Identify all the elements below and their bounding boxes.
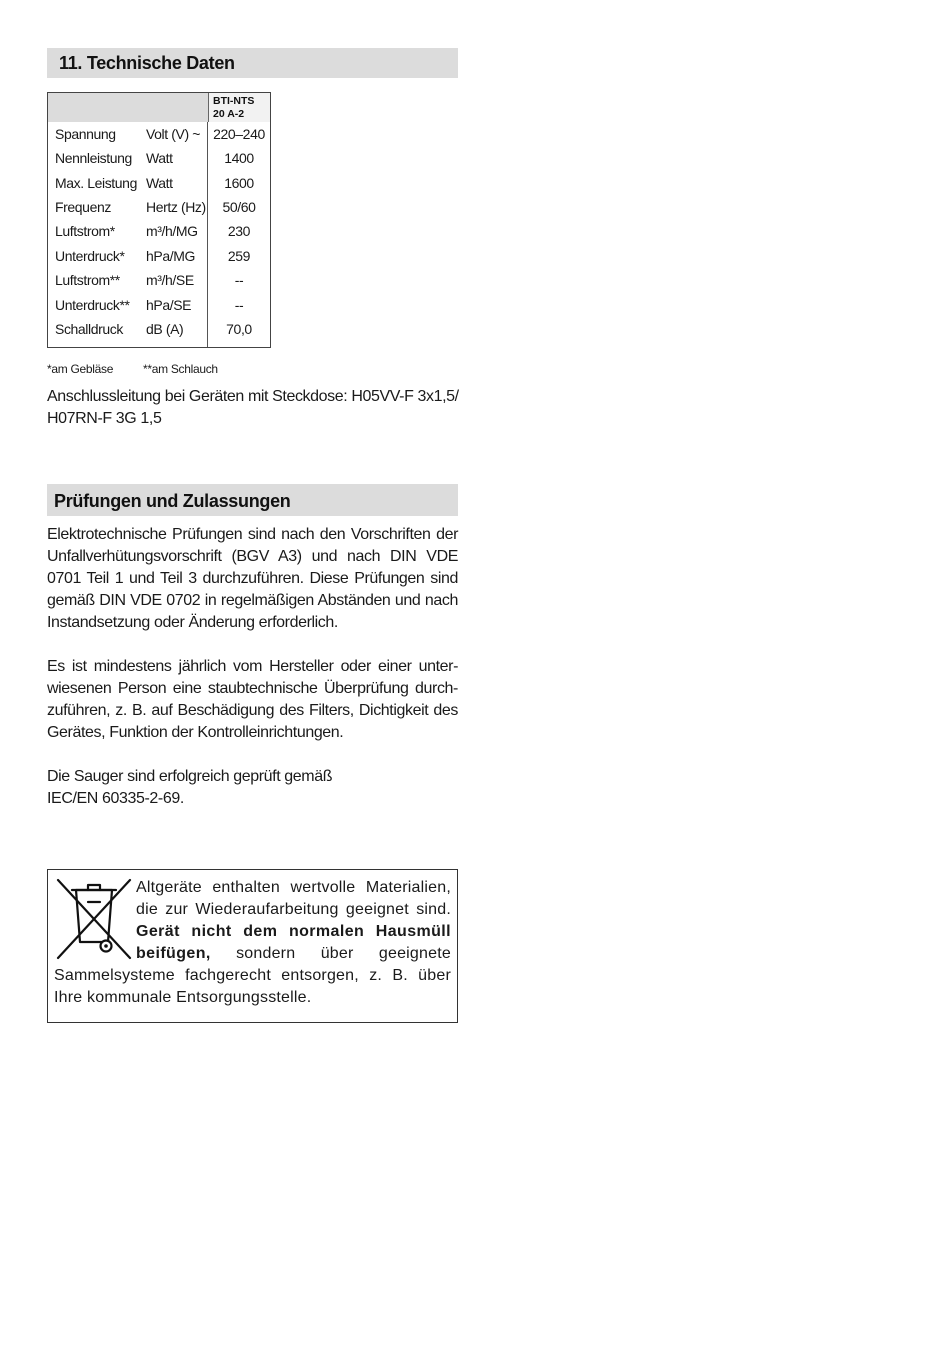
table-row xyxy=(48,126,270,150)
table-row xyxy=(48,272,270,296)
disposal-text xyxy=(54,877,451,1009)
table-row xyxy=(48,223,270,247)
table-row xyxy=(48,199,270,223)
cable-note: Anschlussleitung bei Geräten mit Steckdose: H05VV-F 3x1,5/ H07RN-F 3G 1,5 xyxy=(47,388,459,427)
model-header xyxy=(208,93,270,122)
row-label: Unterdruck** xyxy=(55,297,130,313)
row-unit: hPa/SE xyxy=(146,297,192,313)
disposal-text-intro: Altgeräte enthalten wertvolle Materialien, die zur Wiederaufarbeitung geeignet sind. xyxy=(136,879,451,918)
paragraph-dust-check: Es ist mindestens jährlich vom Hersteller oder einer unter-wiesenen Person eine staubtechnische Überprüfung durch-zuführen, z. B. auf Beschädigung des Filters, Dichtigkeit des Gerätes, Funktion der Kontrolleinrichtungen. xyxy=(47,658,458,741)
row-value: 1600 xyxy=(224,175,254,191)
model-line-1: BTI-NTS xyxy=(213,95,255,107)
row-label: Spannung xyxy=(55,126,116,142)
row-label: Luftstrom** xyxy=(55,272,120,288)
row-label: Unterdruck* xyxy=(55,248,125,264)
row-unit: Volt (V) ~ xyxy=(146,126,200,142)
footnote-blower: *am Gebläse xyxy=(47,362,114,376)
row-value: -- xyxy=(234,297,244,313)
disposal-text-instructions: sondern über geeignete Sammelsysteme fachgerecht entsorgen, z. B. über Ihre kommunale Entsorgungsstelle. xyxy=(54,945,451,1006)
row-unit: m³/h/MG xyxy=(146,223,198,239)
row-unit: Hertz (Hz) xyxy=(146,199,206,215)
row-unit: m³/h/SE xyxy=(146,272,194,288)
row-value: 230 xyxy=(227,223,251,239)
disposal-notice-box xyxy=(47,869,458,1023)
table-header xyxy=(48,93,270,122)
row-label: Frequenz xyxy=(55,199,111,215)
row-value: -- xyxy=(234,272,244,288)
row-unit: Watt xyxy=(146,175,173,191)
row-value: 1400 xyxy=(224,150,254,166)
section-title-tests-approvals: Prüfungen und Zulassungen xyxy=(47,484,458,516)
model-line-2: 20 A-2 xyxy=(213,107,245,120)
paragraph-certification xyxy=(47,766,458,810)
row-unit: dB (A) xyxy=(146,321,184,337)
row-value: 220–240 xyxy=(213,126,265,142)
row-unit: hPa/MG xyxy=(146,248,195,264)
row-value: 50/60 xyxy=(222,199,256,215)
technical-data-table xyxy=(47,92,271,348)
disposal-text-warning: Gerät nicht dem normalen Hausmüll beifügen, xyxy=(136,923,451,962)
certification-line-2: IEC/EN 60335-2-69. xyxy=(47,790,184,807)
table-row xyxy=(48,248,270,272)
table-row xyxy=(48,321,270,345)
table-row xyxy=(48,150,270,174)
row-value: 259 xyxy=(227,248,251,264)
row-label: Nennleistung xyxy=(55,150,132,166)
row-label: Schalldruck xyxy=(55,321,123,337)
table-row xyxy=(48,297,270,321)
row-label: Luftstrom* xyxy=(55,223,115,239)
footnote-hose: **am Schlauch xyxy=(143,362,218,376)
row-value: 70,0 xyxy=(226,321,252,337)
row-label: Max. Leistung xyxy=(55,175,137,191)
table-row xyxy=(48,175,270,199)
certification-line-1: Die Sauger sind erfolgreich geprüft gemäß xyxy=(47,768,333,785)
row-unit: Watt xyxy=(146,150,173,166)
section-title-technical-data: 11. Technische Daten xyxy=(47,48,458,78)
paragraph-electrical-tests: Elektrotechnische Prüfungen sind nach den Vorschriften der Unfallverhütungsvorschrift (BGV A3) und nach DIN VDE 0701 Teil 1 und Teil 3 durchzuführen. Diese Prüfungen sind gemäß DIN VDE 0702 in regelmäßigen Abständen und nach Instandsetzung oder Änderung erforderlich. xyxy=(47,526,458,631)
